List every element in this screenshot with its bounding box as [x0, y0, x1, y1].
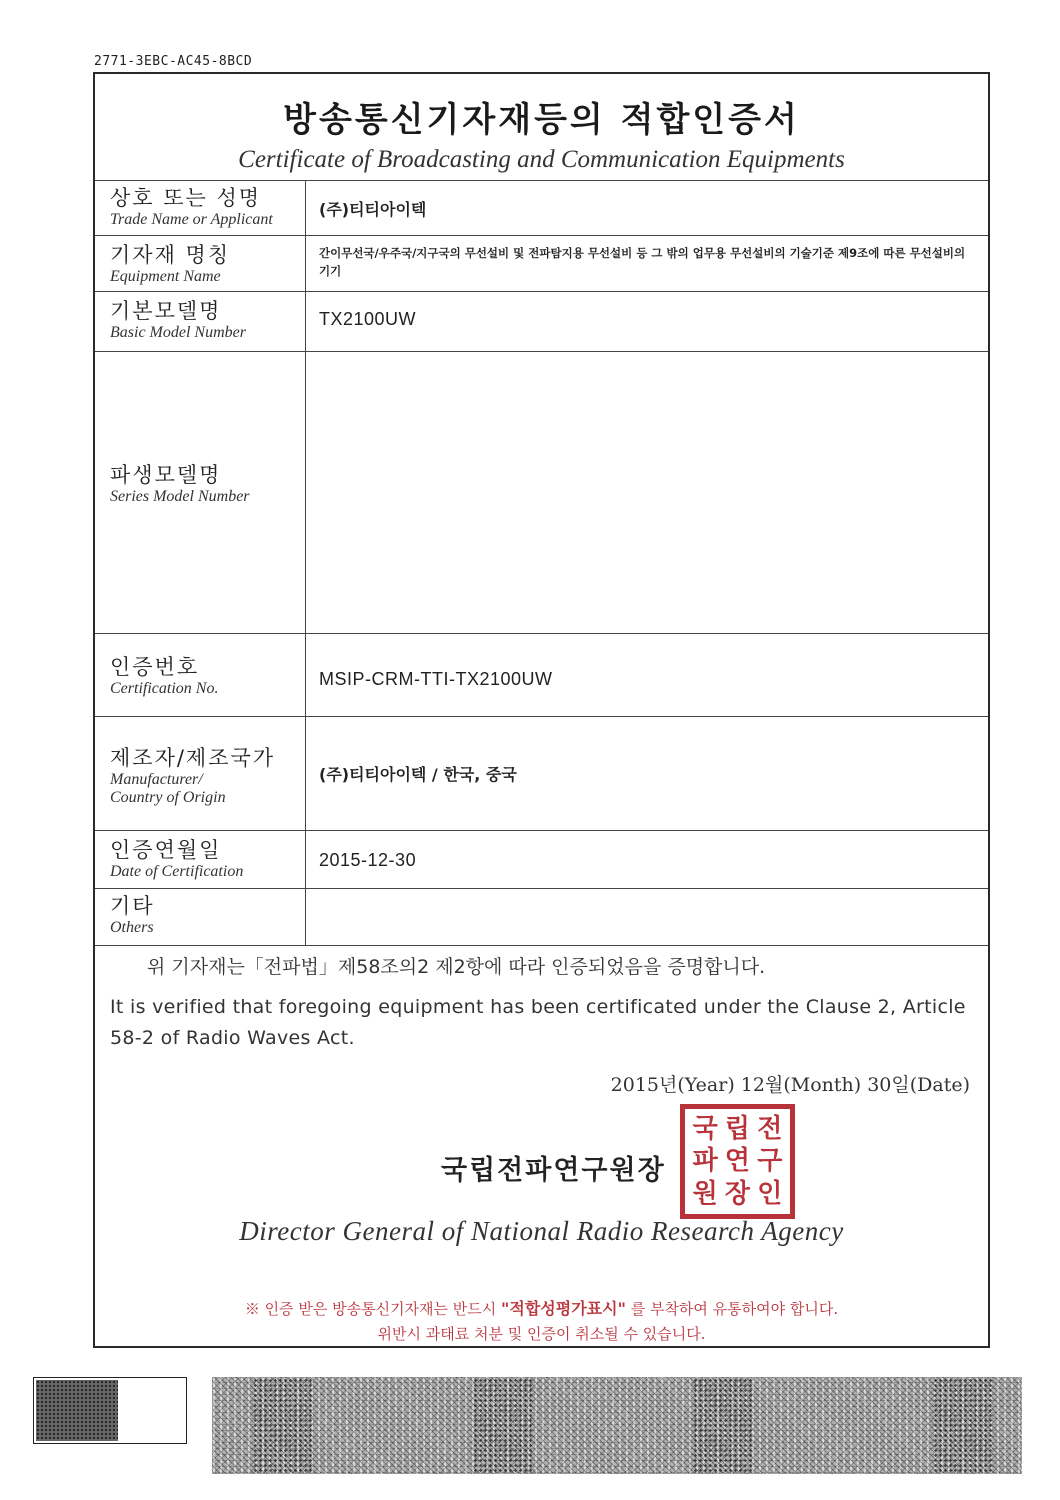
label-ko: 기본모델명: [110, 299, 222, 323]
notice-pre: ※ 인증 받은 방송통신기자재는 반드시: [244, 1300, 502, 1318]
label-cell: [95, 889, 306, 945]
label-cell: [95, 236, 306, 292]
seal-char: 장: [724, 1178, 751, 1209]
row-trade-name: [95, 180, 988, 236]
director-title-korean: 국립전파연구원장: [441, 1155, 666, 1186]
basic-model-value: TX2100UW: [319, 309, 417, 329]
issue-date: 2015년(Year) 12월(Month) 30일(Date): [610, 1074, 970, 1096]
row-series-model: [95, 351, 988, 634]
barcode-band: [693, 1378, 753, 1473]
seal-char: 파: [692, 1146, 718, 1177]
label-ko: 파생모델명: [110, 463, 222, 487]
label-en: Certification No.: [110, 680, 219, 697]
seal-char: 인: [757, 1178, 783, 1209]
seal-char: 립: [724, 1114, 751, 1145]
row-manufacturer: [95, 716, 988, 831]
notice-line-1: [95, 1296, 988, 1319]
label-en: Date of Certification: [110, 863, 244, 880]
label-cell: [95, 292, 306, 352]
official-seal: [680, 1104, 795, 1219]
label-ko: 기자재 명칭: [110, 243, 231, 267]
notice-emphasis: "적합성평가표시": [501, 1299, 626, 1318]
row-basic-model: [95, 291, 988, 352]
seal-char: 전: [757, 1114, 783, 1145]
trade-name-value: (주)티티아이텍: [319, 200, 427, 219]
seal-char: 원: [692, 1178, 718, 1209]
certificate-frame: [93, 72, 990, 1348]
label-cell: [95, 717, 306, 831]
director-title-english: Director General of National Radio Research Agency: [239, 1216, 844, 1246]
label-ko: 인증번호: [110, 655, 200, 679]
statement-korean: 위 기자재는「전파법」제58조의2 제2항에 따라 인증되었음을 증명합니다.: [147, 956, 766, 978]
manufacturer-value: (주)티티아이텍 / 한국, 중국: [319, 765, 517, 784]
barcode-pattern: [36, 1380, 118, 1441]
statement-english: It is verified that foregoing equipment has been certificated under the Clause 2, Article 58-2 of Radio Waves Act.: [110, 996, 966, 1049]
seal-char: 연: [724, 1146, 751, 1177]
seal-char: 구: [757, 1146, 783, 1177]
title-korean: 방송통신기자재등의 적합인증서: [283, 100, 800, 140]
label-en: Manufacturer/: [110, 771, 203, 788]
label-cell: [95, 181, 306, 236]
label-cell: [95, 831, 306, 889]
barcode-band: [473, 1378, 533, 1473]
label-ko: 인증연월일: [110, 838, 222, 862]
label-en: Others: [110, 919, 154, 936]
2d-barcode-small: [33, 1377, 187, 1444]
barcode-band: [253, 1378, 313, 1473]
label-cell: [95, 352, 306, 634]
label-en: Trade Name or Applicant: [110, 211, 273, 228]
document-id: 2771-3EBC-AC45-8BCD: [94, 54, 253, 69]
label-ko: 상호 또는 성명: [110, 186, 262, 210]
2d-barcode-large: [212, 1377, 1022, 1474]
label-en: Basic Model Number: [110, 324, 246, 341]
row-cert-date: [95, 830, 988, 889]
label-en: Series Model Number: [110, 488, 250, 505]
row-equipment-name: [95, 235, 988, 292]
cert-no-value: MSIP-CRM-TTI-TX2100UW: [319, 669, 553, 689]
equipment-name-value: 간이무선국/우주국/지구국의 무선설비 및 전파탐지용 무선설비 등 그 밖의 업무용 무선설비의 기술기준 제9조에 따른 무선설비의 기기: [319, 246, 966, 278]
notice-post: 를 부착하여 유통하여야 합니다.: [625, 1300, 839, 1318]
label-ko: 기타: [110, 894, 155, 918]
row-cert-no: [95, 633, 988, 717]
label-ko: 제조자/제조국가: [110, 746, 276, 770]
barcode-band: [933, 1378, 993, 1473]
seal-char: 국: [692, 1114, 718, 1145]
label-cell: [95, 634, 306, 717]
label-en: Country of Origin: [110, 789, 226, 806]
cert-date-value: 2015-12-30: [319, 850, 417, 870]
notice-line-2: 위반시 과태료 처분 및 인증이 취소될 수 있습니다.: [377, 1325, 706, 1343]
title-english: Certificate of Broadcasting and Communication Equipments: [238, 146, 845, 173]
row-others: [95, 888, 988, 946]
label-en: Equipment Name: [110, 268, 221, 285]
